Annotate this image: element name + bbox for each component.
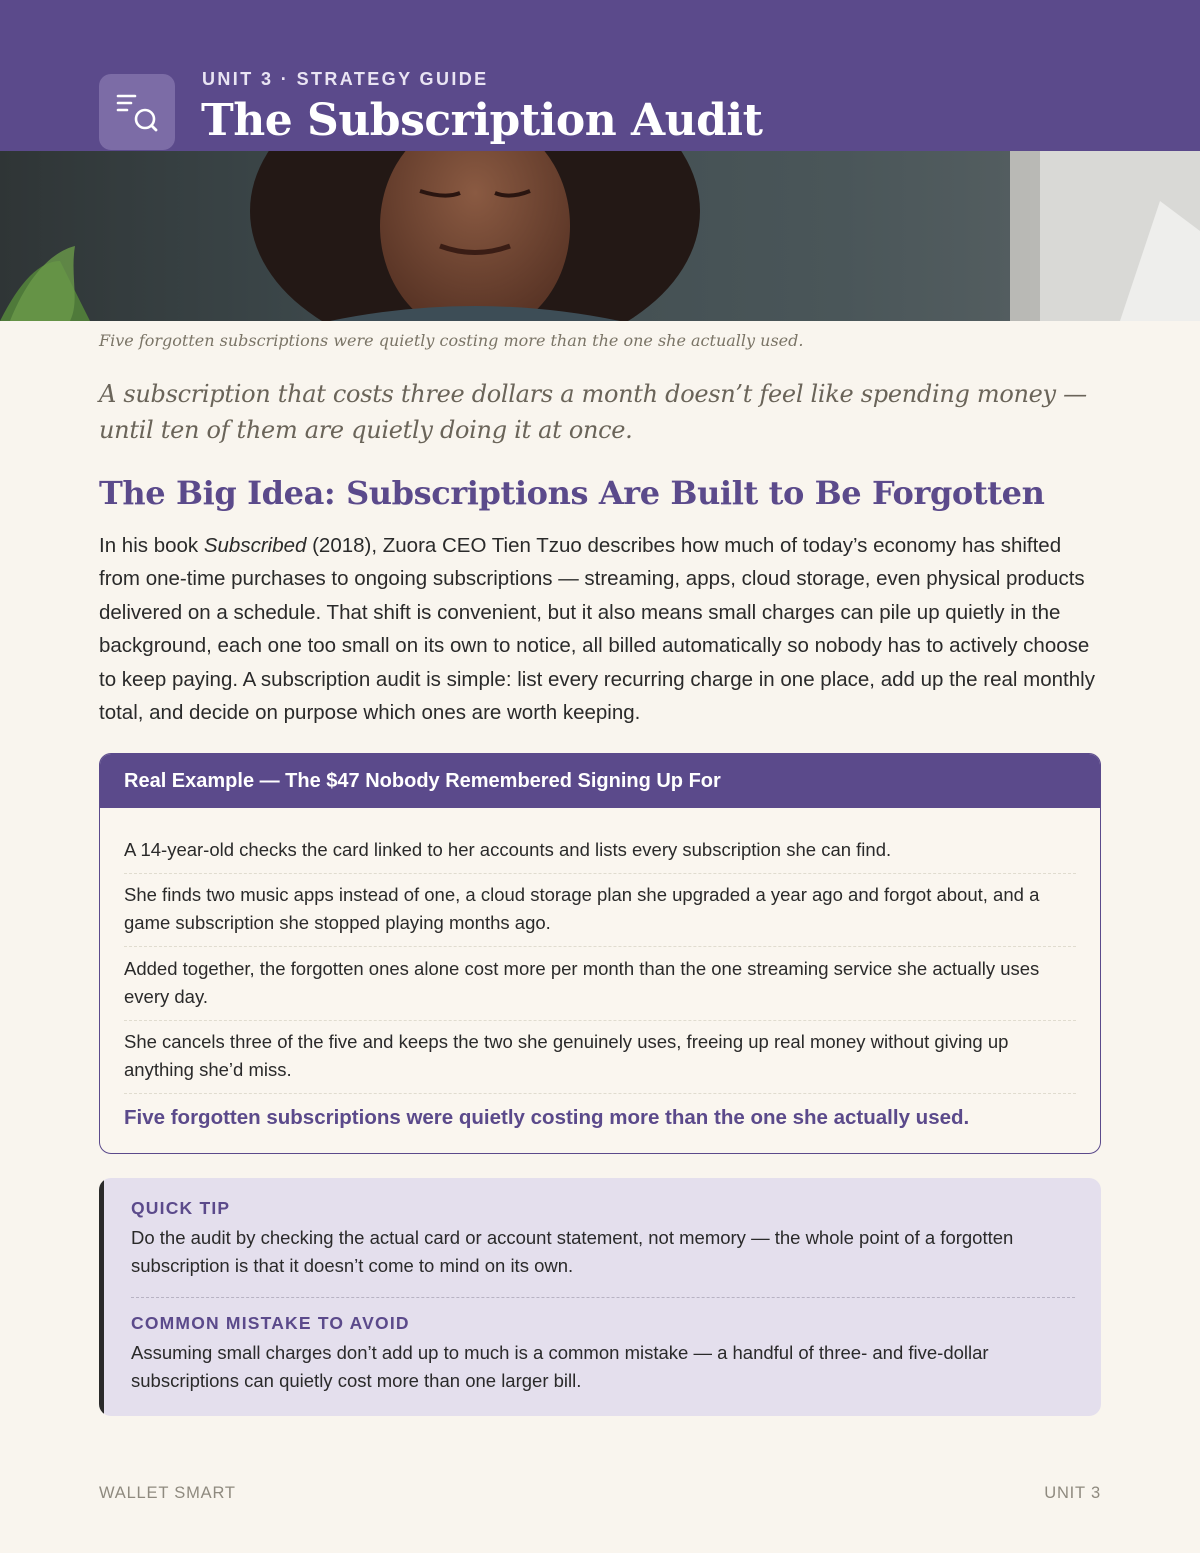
body-text-prefix: In his book (99, 534, 204, 557)
page-title: The Subscription Audit (201, 95, 763, 146)
footer-brand: WALLET SMART (99, 1484, 236, 1502)
section-heading: The Big Idea: Subscriptions Are Built to Be Forgotten (99, 474, 1045, 512)
page-header (0, 0, 1200, 151)
body-text-rest: (2018), Zuora CEO Tien Tzuo describes how much of today’s economy has shifted from one-time purchases to ongoing subscriptions — streaming, apps, cloud storage, even physical products delivered on a schedule. That shift is convenient, but it also means small charges can pile up quietly in the background, each one too small on its own to notice, all billed automatically so nobody has to actively choose to keep paying. A subscription audit is simple: list every recurring charge in one place, add up the real monthly total, and decide on purpose which ones are worth keeping. (99, 534, 1095, 725)
tips-panel (99, 1178, 1101, 1416)
common-mistake-label: COMMON MISTAKE TO AVOID (131, 1313, 410, 1333)
example-heading: Real Example — The $47 Nobody Remembered Signing Up For (100, 754, 1100, 808)
lead-paragraph: A subscription that costs three dollars a month doesn’t feel like spending money — until ten of them are quietly doing it at once. (99, 380, 1087, 444)
quick-tip-label: QUICK TIP (131, 1198, 231, 1218)
tips-divider (131, 1297, 1075, 1298)
list-search-icon (99, 74, 175, 150)
example-step: She cancels three of the five and keeps the two she genuinely uses, freeing up real money without giving up anything she’d miss. (124, 1021, 1076, 1094)
tips-accent-bar (99, 1178, 104, 1416)
example-conclusion: Five forgotten subscriptions were quietly costing more than the one she actually used. (124, 1106, 970, 1129)
photo-caption: Five forgotten subscriptions were quietly costing more than the one she actually used. (99, 331, 804, 350)
quick-tip-text: Do the audit by checking the actual card or account statement, not memory — the whole point of a forgotten subscription is that it doesn’t come to mind on its own. (131, 1227, 1014, 1276)
example-steps (124, 808, 1076, 1132)
book-title: Subscribed (203, 534, 307, 557)
example-step: Added together, the forgotten ones alone cost more per month than the one streaming service she actually uses every day. (124, 947, 1076, 1021)
example-step: She finds two music apps instead of one, a cloud storage plan she upgraded a year ago and forgot about, and a game subscription she stopped playing months ago. (124, 874, 1076, 947)
footer-unit: UNIT 3 (1044, 1484, 1101, 1502)
example-card (99, 753, 1101, 1154)
unit-kicker: UNIT 3 · STRATEGY GUIDE (202, 69, 489, 89)
common-mistake-text: Assuming small charges don’t add up to much is a common mistake — a handful of three- and five-dollar subscriptions can quietly cost more than one larger bill. (131, 1342, 989, 1391)
example-step: A 14-year-old checks the card linked to her accounts and lists every subscription she can find. (124, 808, 1076, 874)
body-paragraph (99, 529, 1099, 729)
hero-photo (0, 151, 1200, 321)
